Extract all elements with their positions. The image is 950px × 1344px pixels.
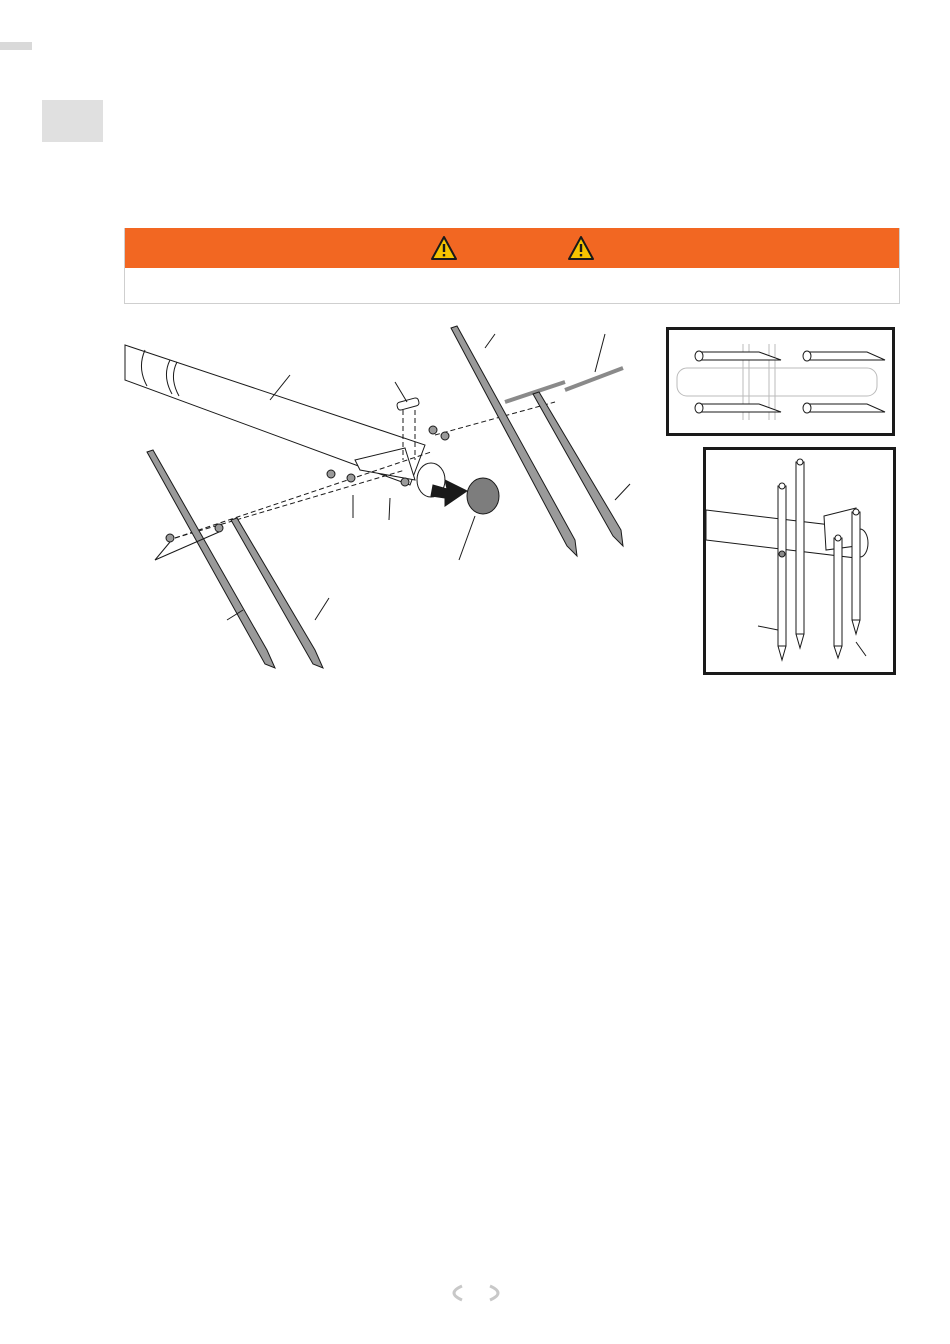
nut bbox=[166, 534, 174, 542]
nut bbox=[441, 432, 449, 440]
nut bbox=[347, 474, 355, 482]
inset-tine-orientation bbox=[666, 327, 895, 436]
warning-triangle-icon bbox=[430, 235, 458, 261]
assembled-tines-diagram bbox=[706, 450, 893, 672]
bolt bbox=[505, 382, 565, 402]
page-navigation bbox=[440, 1282, 512, 1304]
tine bbox=[533, 392, 623, 546]
section-number-box bbox=[42, 100, 103, 142]
tine bbox=[231, 518, 323, 668]
pin bbox=[396, 397, 419, 410]
nut bbox=[401, 478, 409, 486]
nut bbox=[215, 524, 223, 532]
warning-panel bbox=[124, 228, 900, 304]
nut bbox=[429, 426, 437, 434]
nut bbox=[327, 470, 335, 478]
end-cap bbox=[467, 478, 499, 514]
tine-orientation-diagram bbox=[669, 330, 892, 433]
page-next-icon bbox=[490, 1286, 498, 1300]
bolt bbox=[565, 368, 623, 390]
warning-header bbox=[125, 228, 899, 268]
tine bbox=[451, 326, 577, 556]
assembly-diagram bbox=[115, 320, 655, 690]
warning-triangle-icon bbox=[567, 235, 595, 261]
warning-body-text bbox=[125, 268, 899, 304]
page-previous-icon bbox=[454, 1286, 462, 1300]
corner-tab bbox=[0, 42, 32, 50]
inset-assembled-tines bbox=[703, 447, 896, 675]
